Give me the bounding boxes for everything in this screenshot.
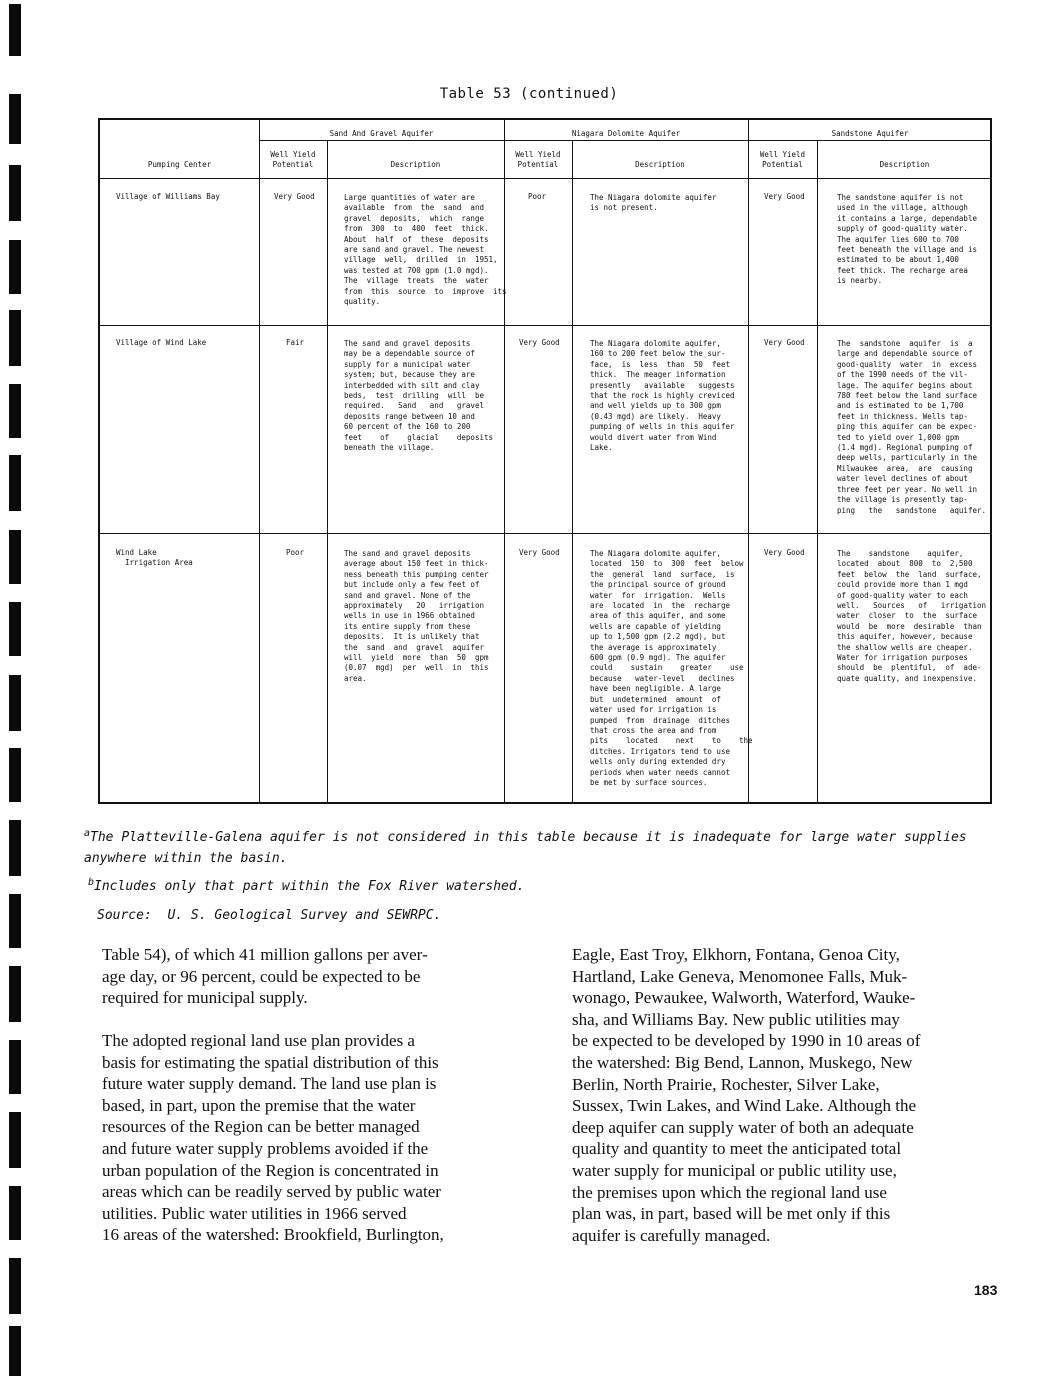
- rule-row-2: [100, 533, 992, 534]
- right-column-paragraph-1: Eagle, East Troy, Elkhorn, Fontana, Genoa City, Hartland, Lake Geneva, Menomonee Falls, Muk- wonago, Pewaukee, Walworth, Waterford, Wauke- sha, and Williams Bay. New public utilities may be expected to be developed by 1990 in 10 areas of the watershed: Big Bend, Lannon, Muskego, New Berlin, North Prairie, Rochester, Silver Lake, Sussex, Twin Lakes, and Wind Lake. Although the deep aquifer can supply water of both an adequate quality and quantity to meet the anticipated total water supply for municipal or public utility use, the premises upon which the regional land use plan was, in part, based will be met only if this aquifer is carefully managed.: [572, 945, 921, 1245]
- cell-sand-gravel-yield: Very Good: [274, 192, 315, 201]
- cell-niagara-description: The Niagara dolomite aquifer, located 150 to 300 feet below the general land surface, is the principal source of ground water for irrigation. Wells are located in the recharge area of this aquifer, and some wells are capable of yielding up to 1,500 gpm (2.2 mgd), but the average is approximately 600 gpm (0.9 mgd). The aquifer could sustain greater use because water-level declines have been negligible. A large but undetermined amount of water used for irrigation is pumped from drainage ditches that cross the area and from pits located next to the ditches. Irrigators tend to use wells only during extended dry periods when water needs cannot be met by surface sources.: [590, 549, 753, 787]
- footnote-b: [88, 872, 525, 897]
- left-column-paragraph-1: Table 54), of which 41 million gallons per aver- age day, or 96 percent, could be expected to be required for municipal supply.: [102, 945, 428, 1008]
- rule-col: [259, 120, 260, 802]
- header-description: Description: [635, 160, 685, 169]
- footnote-b-text: Includes only that part within the Fox River watershed.: [94, 879, 525, 894]
- cell-sandstone-yield: Very Good: [764, 338, 805, 347]
- cell-sandstone-description: The sandstone aquifer is a large and dependable source of good-quality water in excess of the 1990 needs of the vil- lage. The aquifer begins about 780 feet below the land surface and is estimated to be 1,700 feet in thickness. Wells tap- ping this aquifer can be expec- ted to yield over 1,000 gpm (1.4 mgd). Regional pumping of deep wells, particularly in the Milwaukee area, are causing water level declines of about three feet per year. No well in the village is presently tap- ping the sandstone aquifer.: [837, 339, 987, 515]
- binder-mark: [9, 165, 21, 221]
- cell-sand-gravel-description: Large quantities of water are available from the sand and gravel deposits, which range from 300 to 400 feet thick. About half of these deposits are sand and gravel. The newest village well, drilled in 1951, was tested at 700 gpm (1.0 mgd). The village treats the water from this source to improve its quality.: [344, 193, 507, 307]
- header-description: Description: [879, 160, 930, 169]
- header-niagara-dolomite: Niagara Dolomite Aquifer: [571, 129, 681, 138]
- cell-niagara-description: The Niagara dolomite aquifer, 160 to 200 feet below the sur- face, is less than 50 feet thick. The meager information presently available suggests that the rock is highly creviced and well yields up to 300 gpm (0.43 mgd) are likely. Heavy pumping of wells in this aquifer would divert water from Wind Lake.: [590, 339, 735, 453]
- binder-mark: [9, 310, 21, 366]
- header-well-yield: Well Yield Potential: [515, 150, 561, 169]
- binder-mark: [9, 675, 21, 731]
- rule-col: [572, 140, 573, 802]
- header-sandstone: Sandstone Aquifer: [831, 129, 909, 138]
- cell-sandstone-yield: Very Good: [764, 548, 805, 557]
- rule-group-header: [259, 140, 992, 141]
- cell-sandstone-yield: Very Good: [764, 192, 805, 201]
- footnote-b-mark: b: [88, 877, 95, 888]
- cell-sand-gravel-description: The sand and gravel deposits average about 150 feet in thick- ness beneath this pumping center but include only a few feet of sand and gravel. None of the approximately 20 irrigation wells in use in 1966 obtained its entire supply from these deposits. It is unlikely that the sand and gravel aquifer will yield more than 50 gpm (0.07 mgd) per well in this area.: [344, 549, 489, 683]
- binder-mark: [9, 1040, 21, 1094]
- aquifer-table: [98, 118, 992, 804]
- binder-mark: [9, 602, 21, 656]
- table-title: Table 53 (continued): [439, 86, 619, 102]
- cell-pumping-center: Village of Williams Bay: [116, 192, 220, 201]
- binder-mark: [9, 820, 21, 876]
- cell-pumping-center: Village of Wind Lake: [116, 338, 207, 347]
- left-column-paragraph-2: The adopted regional land use plan provides a basis for estimating the spatial distribution of this future water supply demand. The land use plan is based, in part, upon the premise that the water resources of the Region can be better managed and future water supply problems avoided if the urban population of the Region is concentrated in areas which can be readily served by public water utilities. Public water utilities in 1966 served 16 areas of the watershed: Brookfield, Burlington,: [102, 1031, 444, 1245]
- footnote-a: [84, 823, 967, 869]
- header-pumping-center: Pumping Center: [147, 160, 212, 169]
- cell-pumping-center: Wind Lake Irrigation Area: [116, 548, 193, 568]
- binder-mark: [9, 240, 21, 294]
- cell-niagara-description: The Niagara dolomite aquifer is not present.: [590, 193, 717, 213]
- header-sand-gravel: Sand And Gravel Aquifer: [329, 129, 434, 138]
- binder-mark: [9, 4, 21, 56]
- rule-col: [817, 140, 818, 802]
- binder-mark: [9, 1112, 21, 1168]
- cell-sand-gravel-description: The sand and gravel deposits may be a dependable source of supply for a municipal water system; but, because they are interbedded with silt and clay beds, test drilling will be required. Sand and gravel deposits range between 10 and 60 percent of the 160 to 200 feet of glacial deposits beneath the village.: [344, 339, 494, 453]
- cell-niagara-yield: Very Good: [519, 338, 560, 347]
- header-well-yield: Well Yield Potential: [759, 150, 806, 169]
- binder-mark: [9, 455, 21, 511]
- binder-mark: [9, 1326, 21, 1376]
- binder-mark: [9, 894, 21, 948]
- binder-mark: [9, 384, 21, 438]
- footnote-a-mark: a: [84, 828, 91, 839]
- cell-niagara-yield: Very Good: [519, 548, 560, 557]
- binder-mark: [9, 748, 21, 802]
- binder-mark: [9, 530, 21, 584]
- cell-sand-gravel-yield: Fair: [286, 338, 305, 347]
- cell-sandstone-description: The sandstone aquifer, located about 800 to 2,500 feet below the land surface, could provide more than 1 mgd of good-quality water to each well. Sources of irrigation water closer to the surface would be more desirable than this aquifer, however, because the shallow wells are cheaper. Water for irrigation purposes should be plentiful, of ade- quate quality, and inexpensive.: [837, 549, 987, 683]
- cell-sand-gravel-yield: Poor: [286, 548, 305, 557]
- header-description: Description: [390, 160, 441, 169]
- rule-header-bottom: [100, 178, 992, 179]
- rule-col: [327, 140, 328, 802]
- header-well-yield: Well Yield Potential: [270, 150, 316, 169]
- binder-mark: [9, 1186, 21, 1240]
- footnote-a-text: The Platteville-Galena aquifer is not considered in this table because it is inadequate for large water supplies anywhere within the basin.: [84, 830, 967, 866]
- binder-mark: [9, 1258, 21, 1314]
- source-note: Source: U. S. Geological Survey and SEWRPC.: [97, 908, 442, 923]
- cell-niagara-yield: Poor: [528, 192, 547, 201]
- page-number: 183: [974, 1282, 998, 1298]
- binder-mark: [9, 966, 21, 1022]
- cell-sandstone-description: The sandstone aquifer is not used in the village, although it contains a large, dependable supply of good-quality water. The aquifer lies 600 to 700 feet beneath the village and is estimated to be about 1,400 feet thick. The recharge area is nearby.: [837, 193, 977, 286]
- rule-row-1: [100, 325, 992, 326]
